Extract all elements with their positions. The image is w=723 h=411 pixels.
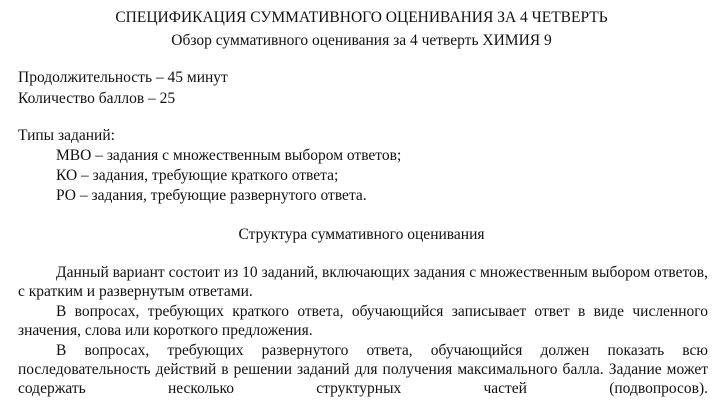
paragraph-extended-answer: В вопросах, требующих развернутого ответа, обучающийся должен показать всю последовательность действий в решении заданий для получения максимального балла. Задание может содержать несколько структурных частей (подвопросов).	[18, 342, 708, 397]
structure-heading: Структура суммативного оценивания	[238, 226, 485, 243]
document-title: СПЕЦИФИКАЦИЯ СУММАТИВНОГО ОЦЕНИВАНИЯ ЗА 4 ЧЕТВЕРТЬ	[115, 9, 608, 26]
document-subtitle: Обзор суммативного оценивания за 4 четверть ХИМИЯ 9	[171, 32, 552, 49]
task-type-item-ro: РО – задания, требующие развернутого ответа.	[56, 187, 367, 204]
task-type-item-ko: КО – задания, требующие краткого ответа;	[56, 167, 339, 184]
duration-text: Продолжительность – 45 минут	[18, 69, 228, 86]
task-types-heading: Типы заданий:	[18, 127, 115, 144]
paragraph-short-answer: В вопросах, требующих краткого ответа, обучающийся записывает ответ в виде численного значения, слова или короткого предложения.	[18, 303, 708, 339]
paragraph-variant: Данный вариант состоит из 10 заданий, включающих задания с множественным выбором ответов, с кратким и развернутым ответами.	[18, 264, 708, 300]
task-type-item-mvo: МВО – задания с множественным выбором ответов;	[56, 147, 402, 164]
points-text: Количество баллов – 25	[18, 90, 176, 107]
